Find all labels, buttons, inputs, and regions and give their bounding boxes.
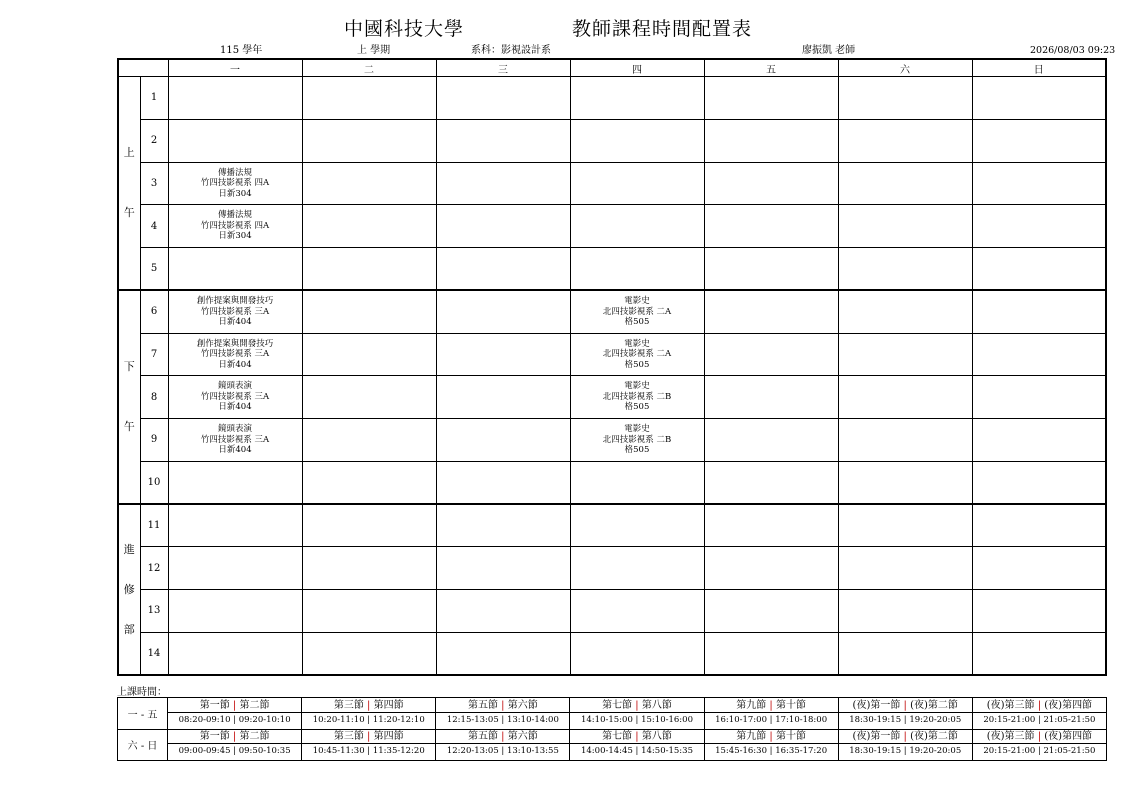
slot-period-b: (夜)第四節 <box>1044 699 1093 711</box>
slot-periods <box>570 699 703 713</box>
period-row <box>118 547 1106 590</box>
schedule-cell <box>838 419 972 462</box>
slot-time-range: 14:00-14:45 | 14:50-15:35 <box>580 746 693 757</box>
schedule-cell <box>302 205 436 248</box>
schedule-cell <box>436 547 570 590</box>
schedule-cell <box>972 77 1106 120</box>
slot-separator: | <box>766 699 776 711</box>
slot-period-a: 第五節 <box>467 699 498 711</box>
course-room: 日新404 <box>218 445 252 456</box>
schedule-cell <box>570 461 704 504</box>
course-room: 格505 <box>624 445 650 456</box>
period-number: 5 <box>140 248 168 291</box>
course-room: 格505 <box>624 402 650 413</box>
slot-period-a: 第七節 <box>602 731 633 743</box>
slot-period-b: 第十節 <box>775 731 806 743</box>
course-class: 北四技影視系 二B <box>602 434 672 445</box>
schedule-cell <box>168 632 302 675</box>
slot-period-b: (夜)第四節 <box>1044 731 1093 743</box>
schedule-cell <box>704 205 838 248</box>
course-class: 北四技影視系 二A <box>602 306 672 317</box>
schedule-cell <box>838 77 972 120</box>
slot-periods <box>570 730 703 744</box>
course-class: 竹四技影視系 四A <box>200 178 270 189</box>
period-row <box>118 376 1106 419</box>
schedule-cell <box>704 77 838 120</box>
time-slot <box>436 729 570 761</box>
schedule-cell <box>838 205 972 248</box>
slot-periods <box>302 730 435 744</box>
schedule-cell <box>302 333 436 376</box>
section-label: 下 午 <box>118 290 140 504</box>
schedule-cell <box>436 248 570 291</box>
slot-period-b: 第二節 <box>239 731 270 743</box>
schedule-cell <box>838 290 972 333</box>
slot-time-range: 15:45-16:30 | 16:35-17:20 <box>715 746 828 757</box>
period-row <box>118 419 1106 462</box>
schedule-cell <box>570 419 704 462</box>
schedule-cell <box>168 290 302 333</box>
schedule-cell <box>972 419 1106 462</box>
schedule-cell <box>704 119 838 162</box>
schedule-cell <box>838 162 972 205</box>
schedule-cell <box>570 632 704 675</box>
slot-period-a: 第五節 <box>467 731 498 743</box>
slot-time-range: 10:20-11:10 | 11:20-12:10 <box>312 714 425 725</box>
slot-time-range: 14:10-15:00 | 15:10-16:00 <box>580 714 693 725</box>
slot-period-a: (夜)第三節 <box>986 731 1035 743</box>
time-slot <box>838 729 972 761</box>
time-slot <box>302 729 436 761</box>
schedule-cell <box>436 162 570 205</box>
corner-cell <box>118 59 168 77</box>
period-number: 11 <box>140 504 168 547</box>
course-name: 傳播法規 <box>217 210 252 221</box>
course-class: 竹四技影視系 三A <box>200 349 270 360</box>
slot-periods <box>168 730 301 744</box>
schedule-cell <box>570 333 704 376</box>
document-title <box>0 14 1131 38</box>
schedule-cell <box>704 461 838 504</box>
slot-periods <box>436 730 569 744</box>
schedule-cell <box>570 205 704 248</box>
course-room: 日新304 <box>218 188 252 199</box>
course-room: 日新304 <box>218 231 252 242</box>
time-slot <box>838 698 972 730</box>
slot-separator: | <box>229 699 240 711</box>
slot-periods <box>168 699 301 713</box>
period-row <box>118 248 1106 291</box>
slot-period-b: 第八節 <box>641 731 672 743</box>
schedule-cell <box>168 205 302 248</box>
schedule-cell <box>570 162 704 205</box>
slot-separator: | <box>900 699 911 711</box>
day-header: 四 <box>570 59 704 77</box>
slot-time-range: 16:10-17:00 | 17:10-18:00 <box>715 714 828 725</box>
course-name: 創作提案與開發技巧 <box>196 338 274 349</box>
course-name: 電影史 <box>624 338 650 349</box>
slot-periods <box>705 699 838 713</box>
course-class: 竹四技影視系 三A <box>200 391 270 402</box>
time-slot <box>436 698 570 730</box>
class-times-caption: 上課時間： <box>117 687 167 698</box>
class-times-row <box>118 698 1107 730</box>
slot-period-b: 第四節 <box>373 699 404 711</box>
slot-periods <box>973 730 1106 744</box>
schedule-cell <box>704 419 838 462</box>
slot-period-a: 第九節 <box>736 731 767 743</box>
schedule-cell <box>302 77 436 120</box>
schedule-cell <box>838 504 972 547</box>
schedule-cell <box>302 162 436 205</box>
slot-period-b: 第六節 <box>507 699 538 711</box>
schedule-cell <box>168 590 302 633</box>
period-number: 4 <box>140 205 168 248</box>
day-range-label: 六 - 日 <box>118 729 168 761</box>
schedule-cell <box>436 632 570 675</box>
period-number: 13 <box>140 590 168 633</box>
slot-periods <box>973 699 1106 713</box>
schedule-cell <box>704 376 838 419</box>
slot-separator: | <box>632 699 642 711</box>
schedule-cell <box>168 77 302 120</box>
period-row <box>118 461 1106 504</box>
slot-period-a: 第九節 <box>736 699 767 711</box>
slot-separator: | <box>1034 731 1045 743</box>
period-number: 12 <box>140 547 168 590</box>
schedule-cell <box>570 547 704 590</box>
class-times-row <box>118 729 1107 761</box>
slot-time-range: 08:20-09:10 | 09:20-10:10 <box>178 714 291 725</box>
slot-time-range: 20:15-21:00 | 21:05-21:50 <box>983 714 1096 725</box>
course-name: 鏡頭表演 <box>217 424 252 435</box>
slot-separator: | <box>900 731 911 743</box>
schedule-cell <box>972 590 1106 633</box>
time-slot <box>704 729 838 761</box>
academic-year: 115 學年 <box>220 45 263 56</box>
slot-separator: | <box>363 731 374 743</box>
time-slot <box>570 698 704 730</box>
time-slot <box>168 729 302 761</box>
schedule-cell <box>838 376 972 419</box>
schedule-cell <box>302 547 436 590</box>
schedule-cell <box>436 333 570 376</box>
slot-time-range: 20:15-21:00 | 21:05-21:50 <box>983 746 1096 757</box>
slot-periods <box>302 699 435 713</box>
slot-time-range: 10:45-11:30 | 11:35-12:20 <box>312 746 425 757</box>
slot-period-a: 第一節 <box>199 699 230 711</box>
period-row <box>118 590 1106 633</box>
schedule-cell <box>168 162 302 205</box>
schedule-cell <box>436 461 570 504</box>
day-header: 二 <box>302 59 436 77</box>
schedule-cell <box>570 119 704 162</box>
schedule-cell <box>838 461 972 504</box>
day-header: 一 <box>168 59 302 77</box>
schedule-cell <box>302 632 436 675</box>
schedule-cell <box>838 119 972 162</box>
course-class: 竹四技影視系 四A <box>200 220 270 231</box>
schedule-cell <box>302 376 436 419</box>
schedule-cell <box>972 333 1106 376</box>
time-slot <box>302 698 436 730</box>
day-header: 六 <box>838 59 972 77</box>
slot-period-a: 第三節 <box>333 731 364 743</box>
day-range-label: 一 - 五 <box>118 698 168 730</box>
class-times-table <box>117 697 1107 761</box>
slot-separator: | <box>766 731 776 743</box>
period-row <box>118 333 1106 376</box>
period-number: 2 <box>140 119 168 162</box>
schedule-cell <box>838 547 972 590</box>
schedule-cell <box>436 119 570 162</box>
slot-time-range: 09:00-09:45 | 09:50-10:35 <box>178 746 291 757</box>
period-row <box>118 119 1106 162</box>
schedule-cell <box>168 504 302 547</box>
schedule-cell <box>972 547 1106 590</box>
slot-time-range: 18:30-19:15 | 19:20-20:05 <box>849 746 962 757</box>
schedule-cell <box>168 461 302 504</box>
schedule-cell <box>704 290 838 333</box>
period-row <box>118 162 1106 205</box>
period-number: 3 <box>140 162 168 205</box>
schedule-cell <box>570 77 704 120</box>
time-slot <box>972 729 1106 761</box>
slot-period-b: 第八節 <box>641 699 672 711</box>
slot-separator: | <box>229 731 240 743</box>
slot-periods <box>839 699 972 713</box>
schedule-cell <box>972 504 1106 547</box>
time-slot <box>704 698 838 730</box>
schedule-cell <box>972 119 1106 162</box>
course-class: 北四技影視系 二A <box>602 349 672 360</box>
slot-period-b: 第十節 <box>775 699 806 711</box>
slot-period-a: (夜)第三節 <box>986 699 1035 711</box>
period-row <box>118 632 1106 675</box>
schedule-cell <box>704 547 838 590</box>
schedule-cell <box>436 419 570 462</box>
period-number: 7 <box>140 333 168 376</box>
slot-separator: | <box>363 699 374 711</box>
slot-period-a: 第一節 <box>199 731 230 743</box>
slot-period-a: (夜)第一節 <box>852 731 901 743</box>
slot-periods <box>436 699 569 713</box>
slot-period-a: (夜)第一節 <box>852 699 901 711</box>
course-name: 電影史 <box>624 296 650 307</box>
course-room: 格505 <box>624 317 650 328</box>
course-class: 北四技影視系 二B <box>602 391 672 402</box>
schedule-cell <box>302 248 436 291</box>
slot-period-b: (夜)第二節 <box>910 731 958 743</box>
course-name: 電影史 <box>624 381 650 392</box>
schedule-cell <box>972 248 1106 291</box>
schedule-cell <box>838 333 972 376</box>
timetable <box>117 58 1107 676</box>
period-row <box>118 290 1106 333</box>
schedule-cell <box>972 376 1106 419</box>
schedule-cell <box>972 290 1106 333</box>
slot-period-b: (夜)第二節 <box>910 699 958 711</box>
schedule-cell <box>302 461 436 504</box>
course-class: 竹四技影視系 三A <box>200 434 270 445</box>
course-name: 傳播法規 <box>217 167 252 178</box>
schedule-cell <box>168 248 302 291</box>
schedule-cell <box>436 504 570 547</box>
course-class: 竹四技影視系 三A <box>200 306 270 317</box>
schedule-cell <box>704 162 838 205</box>
time-slot <box>570 729 704 761</box>
course-room: 日新404 <box>218 317 252 328</box>
slot-separator: | <box>632 731 642 743</box>
schedule-cell <box>302 419 436 462</box>
section-label: 進 修 部 <box>118 504 140 675</box>
schedule-cell <box>168 419 302 462</box>
day-header: 日 <box>972 59 1106 77</box>
course-room: 格505 <box>624 359 650 370</box>
section-label: 上 午 <box>118 77 140 291</box>
day-header-row <box>118 59 1106 77</box>
course-name: 電影史 <box>624 424 650 435</box>
schedule-cell <box>704 632 838 675</box>
schedule-cell <box>570 590 704 633</box>
period-number: 8 <box>140 376 168 419</box>
schedule-title: 教師課程時間配置表 <box>572 18 753 40</box>
schedule-cell <box>570 248 704 291</box>
schedule-cell <box>570 376 704 419</box>
time-slot <box>168 698 302 730</box>
course-name: 創作提案與開發技巧 <box>196 296 274 307</box>
print-timestamp: 2026/08/03 09:23 <box>1030 45 1116 56</box>
school-name: 中國科技大學 <box>344 18 465 40</box>
day-header: 五 <box>704 59 838 77</box>
schedule-cell <box>302 590 436 633</box>
department: 系科：影視設計系 <box>471 45 551 56</box>
slot-periods <box>839 730 972 744</box>
period-row <box>118 205 1106 248</box>
slot-separator: | <box>497 731 508 743</box>
schedule-cell <box>704 590 838 633</box>
slot-period-a: 第三節 <box>333 699 364 711</box>
semester: 上 學期 <box>357 45 391 56</box>
schedule-cell <box>302 290 436 333</box>
period-number: 1 <box>140 77 168 120</box>
schedule-cell <box>436 77 570 120</box>
schedule-cell <box>838 632 972 675</box>
slot-period-a: 第七節 <box>602 699 633 711</box>
schedule-cell <box>168 333 302 376</box>
schedule-cell <box>704 248 838 291</box>
schedule-cell <box>838 590 972 633</box>
teacher-name: 廖振凱 老師 <box>802 45 856 56</box>
period-row <box>118 77 1106 120</box>
schedule-cell <box>436 205 570 248</box>
slot-separator: | <box>1034 699 1045 711</box>
schedule-cell <box>302 119 436 162</box>
schedule-cell <box>972 162 1106 205</box>
schedule-cell <box>302 504 436 547</box>
schedule-cell <box>972 461 1106 504</box>
schedule-cell <box>704 333 838 376</box>
period-number: 6 <box>140 290 168 333</box>
slot-time-range: 18:30-19:15 | 19:20-20:05 <box>849 714 962 725</box>
schedule-cell <box>436 376 570 419</box>
course-name: 鏡頭表演 <box>217 381 252 392</box>
period-row <box>118 504 1106 547</box>
schedule-cell <box>972 205 1106 248</box>
schedule-cell <box>972 632 1106 675</box>
course-room: 日新404 <box>218 359 252 370</box>
schedule-cell <box>436 290 570 333</box>
slot-period-b: 第六節 <box>507 731 538 743</box>
slot-periods <box>705 730 838 744</box>
schedule-cell <box>168 376 302 419</box>
period-number: 10 <box>140 461 168 504</box>
schedule-cell <box>570 290 704 333</box>
day-header: 三 <box>436 59 570 77</box>
schedule-cell <box>704 504 838 547</box>
time-slot <box>972 698 1106 730</box>
slot-separator: | <box>497 699 508 711</box>
period-number: 9 <box>140 419 168 462</box>
course-room: 日新404 <box>218 402 252 413</box>
slot-time-range: 12:20-13:05 | 13:10-13:55 <box>446 746 559 757</box>
slot-period-b: 第二節 <box>239 699 270 711</box>
schedule-cell <box>570 504 704 547</box>
schedule-cell <box>168 119 302 162</box>
schedule-cell <box>436 590 570 633</box>
schedule-cell <box>168 547 302 590</box>
slot-period-b: 第四節 <box>373 731 404 743</box>
slot-time-range: 12:15-13:05 | 13:10-14:00 <box>446 714 559 725</box>
period-number: 14 <box>140 632 168 675</box>
schedule-cell <box>838 248 972 291</box>
